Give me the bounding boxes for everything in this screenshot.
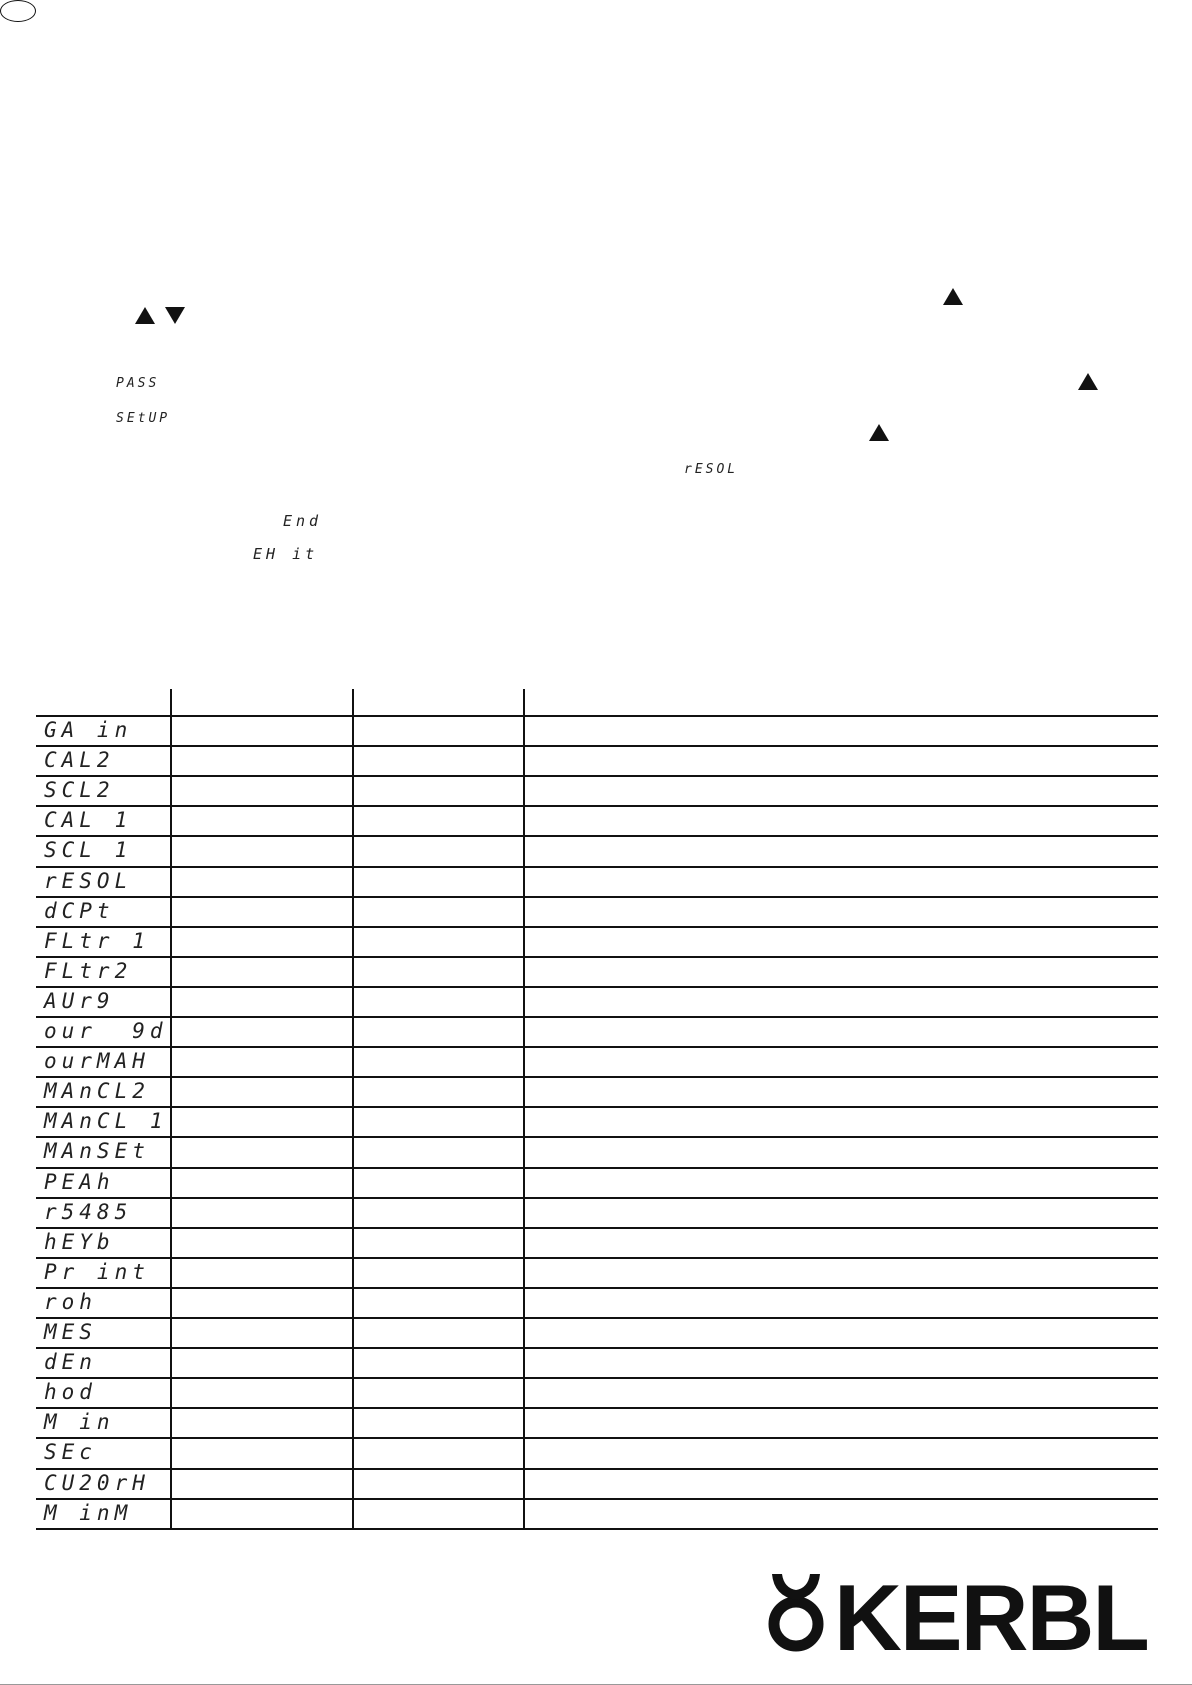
bull-head-icon: [772, 1574, 820, 1646]
table-row-parameter-code: hEYb: [44, 1230, 115, 1254]
arrow-up-icon: [943, 288, 963, 305]
lcd-resol-marker: rESOL: [684, 462, 739, 477]
table-row-rule: [36, 1106, 1158, 1108]
table-row-rule: [36, 805, 1158, 807]
table-row-parameter-code: r5485: [44, 1200, 133, 1224]
arrow-up-icon: [869, 424, 889, 441]
table-row-parameter-code: dEn: [44, 1350, 97, 1374]
table-row-rule: [36, 1076, 1158, 1078]
table-row-rule: [36, 1136, 1158, 1138]
arrow-up-icon: [135, 307, 155, 324]
table-row-rule: [36, 1407, 1158, 1409]
table-row-rule: [36, 715, 1158, 717]
table-row-parameter-code: M in: [44, 1410, 115, 1434]
table-row-rule: [36, 1257, 1158, 1259]
table-row-rule: [36, 896, 1158, 898]
table-row-parameter-code: CAL 1: [44, 808, 133, 832]
table-row-rule: [36, 1016, 1158, 1018]
table-row-rule: [36, 1468, 1158, 1470]
lcd-end-marker: End: [283, 512, 323, 530]
table-row-rule: [36, 1437, 1158, 1439]
table-column-divider: [352, 689, 354, 1528]
table-row-rule: [36, 775, 1158, 777]
table-row-rule: [36, 745, 1158, 747]
table-row-parameter-code: FLtr2: [44, 959, 133, 983]
table-row-parameter-code: our 9d: [44, 1019, 168, 1043]
lcd-exit-marker: EH it: [253, 545, 319, 563]
table-row-parameter-code: MAnCL2: [44, 1079, 150, 1103]
country-code-oval: [0, 0, 36, 22]
table-row-parameter-code: SEc: [44, 1440, 97, 1464]
table-row-rule: [36, 866, 1158, 868]
table-row-rule: [36, 1498, 1158, 1500]
table-row-parameter-code: PEAh: [44, 1170, 115, 1194]
table-row-rule: [36, 1377, 1158, 1379]
table-row-parameter-code: ourMAH: [44, 1049, 150, 1073]
table-row-parameter-code: hod: [44, 1380, 97, 1404]
table-row-rule: [36, 956, 1158, 958]
table-row-parameter-code: roh: [44, 1290, 97, 1314]
table-row-rule: [36, 926, 1158, 928]
table-row-parameter-code: dCPt: [44, 899, 115, 923]
lcd-pass-marker: PASS: [116, 376, 160, 391]
table-row-rule: [36, 1227, 1158, 1229]
table-row-parameter-code: MAnCL 1: [44, 1109, 168, 1133]
table-row-rule: [36, 1317, 1158, 1319]
arrow-up-icon: [1078, 373, 1098, 390]
table-row-parameter-code: GA in: [44, 718, 133, 742]
table-column-divider: [170, 689, 172, 1528]
lcd-setup-marker: SEtUP: [116, 411, 171, 426]
table-row-rule: [36, 1167, 1158, 1169]
table-row-parameter-code: CAL2: [44, 748, 115, 772]
table-row-rule: [36, 986, 1158, 988]
table-row-rule: [36, 835, 1158, 837]
table-row-parameter-code: SCL2: [44, 778, 115, 802]
table-row-rule: [36, 1287, 1158, 1289]
table-row-rule: [36, 1347, 1158, 1349]
kerbl-logo: [766, 1566, 1158, 1656]
table-row-parameter-code: MES: [44, 1320, 97, 1344]
table-row-parameter-code: rESOL: [44, 869, 133, 893]
table-row-rule: [36, 1197, 1158, 1199]
table-row-rule: [36, 1528, 1158, 1530]
table-column-divider: [523, 689, 525, 1528]
table-row-parameter-code: Pr int: [44, 1260, 150, 1284]
table-row-parameter-code: CU20rH: [44, 1471, 150, 1495]
table-row-parameter-code: FLtr 1: [44, 929, 150, 953]
table-row-parameter-code: AUr9: [44, 989, 115, 1013]
logo-wordmark: KERBL: [834, 1566, 1148, 1656]
arrow-down-icon: [165, 307, 185, 324]
table-row-rule: [36, 1046, 1158, 1048]
table-row-parameter-code: M inM: [44, 1501, 133, 1525]
table-row-parameter-code: SCL 1: [44, 838, 133, 862]
table-row-parameter-code: MAnSEt: [44, 1139, 150, 1163]
